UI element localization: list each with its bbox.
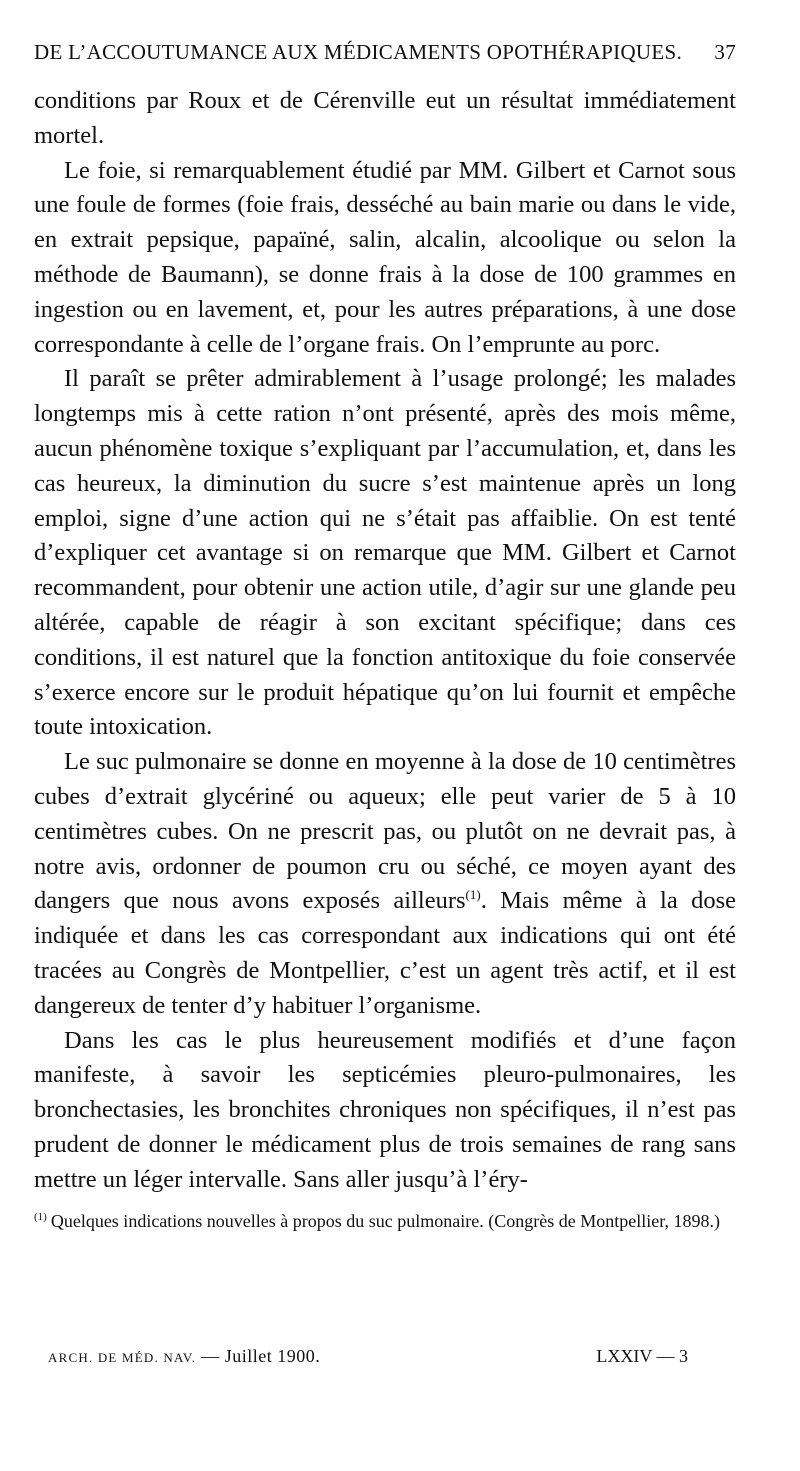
paragraph-5: Dans les cas le plus heureusement modifiés et d’une façon manifeste, à savoir les septicémies pleuro-pulmonaires, les bronchectasies, les bronchites chroniques non spécifiques, il n’est pas prudent de donner le médicament plus de trois semaines de rang sans mettre un léger intervalle. Sans aller jusqu’à l’éry- xyxy=(34,1026,736,1193)
paragraph-4-after: . Mais même à la dose indiquée et dans les cas correspondant aux indications qui ont été tracées au Congrès de Montpellier, c’est un agent très actif, et il est dangereux de tenter d’y habituer l’organisme. xyxy=(34,887,736,1019)
running-header xyxy=(34,40,736,74)
paragraph-1: conditions par Roux et de Cérenville eut un résultat immédiatement mortel. xyxy=(34,87,736,149)
body-text xyxy=(34,84,736,1198)
footnote xyxy=(34,1208,736,1234)
footnote-text: Quelques indications nouvelles à propos du suc pulmonaire. (Congrès de Montpellier, 1898.) xyxy=(50,1210,720,1231)
footer-journal-line xyxy=(48,1346,320,1367)
footer-date: Juillet 1900. xyxy=(224,1346,321,1366)
page-footer xyxy=(48,1346,688,1367)
header-title: DE L’ACCOUTUMANCE AUX MÉDICAMENTS OPOTHÉRAPIQUES. xyxy=(34,40,683,64)
footer-separator: — xyxy=(201,1346,220,1366)
page xyxy=(34,40,736,1234)
footnote-mark: (1) xyxy=(34,1210,47,1223)
footnote-reference: (1) xyxy=(465,887,481,903)
paragraph-2: Le foie, si remarquablement étudié par MM. Gilbert et Carnot sous une foule de formes (foie frais, desséché au bain marie ou dans le vide, en extrait pepsique, papaïné, salin, alcalin, alcoolique ou selon la méthode de Baumann), se donne frais à la dose de 100 grammes en ingestion ou en lavement, et, pour les autres préparations, à une dose correspondante à celle de l’organe frais. On l’emprunte au porc. xyxy=(34,156,736,358)
paragraph-3: Il paraît se prêter admirablement à l’usage prolongé; les malades longtemps mis à cette ration n’ont présenté, après des mois même, aucun phénomène toxique s’expliquant par l’accumulation, et, dans les cas heureux, la diminution du sucre s’est maintenue après un long emploi, signe d’une action qui ne s’était pas affaiblie. On est tenté d’expliquer cet avantage si on remarque que MM. Gilbert et Carnot recommandent, pour obtenir une action utile, d’agir sur une glande peu altérée, capable de réagir à son excitant spécifique; dans ces conditions, il est naturel que la fonction antitoxique du foie conservée s’exerce encore sur le produit hépatique qu’on lui fournit et empêche toute intoxication. xyxy=(34,365,736,741)
footer-journal: ARCH. DE MÉD. NAV. xyxy=(48,1350,197,1365)
footer-signature: LXXIV — 3 xyxy=(596,1346,688,1366)
page-number: 37 xyxy=(714,40,736,64)
paragraph-4 xyxy=(34,745,736,1023)
paragraph-4-before: Le suc pulmonaire se donne en moyenne à la dose de 10 centimètres cubes d’extrait glycériné ou aqueux; elle peut varier de 5 à 10 centimètres cubes. On ne prescrit pas, ou plutôt on ne devrait pas, à notre avis, ordonner de poumon cru ou séché, ce moyen ayant des dangers que nous avons exposés ailleurs xyxy=(34,748,736,915)
